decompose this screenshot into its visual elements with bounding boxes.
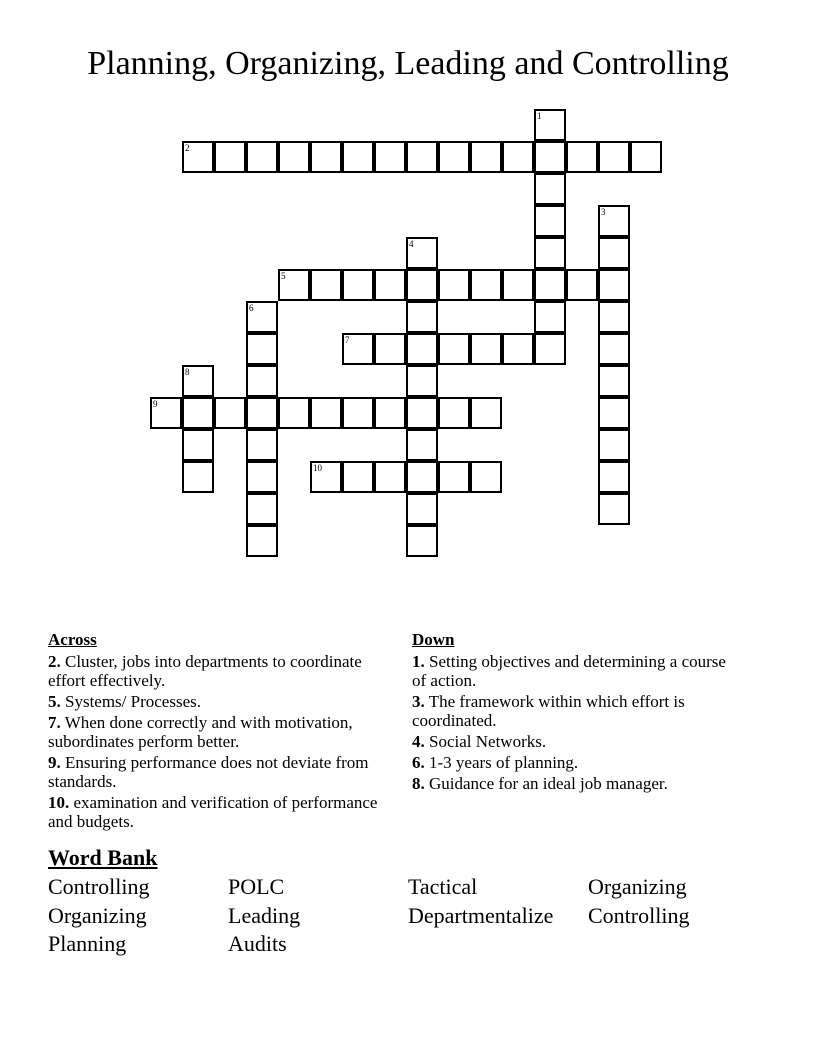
clue-number: 4 [409,239,414,249]
clue-text: Setting objectives and determining a course of action. [412,652,726,690]
grid-cell[interactable] [470,397,502,429]
grid-cell[interactable] [630,141,662,173]
grid-cell[interactable] [598,397,630,429]
clue-number: 8 [185,367,190,377]
clue-number: 6 [249,303,254,313]
grid-cell[interactable] [342,461,374,493]
grid-cell[interactable] [534,269,566,301]
clue-number: 3 [601,207,606,217]
clue-number: 2. [48,652,61,671]
clue-number: 10. [48,793,70,812]
grid-cell[interactable] [310,269,342,301]
grid-cell[interactable] [278,141,310,173]
grid-cell[interactable] [342,141,374,173]
clue-number: 3. [412,692,425,711]
grid-cell[interactable] [502,141,534,173]
grid-cell[interactable] [598,237,630,269]
grid-cell[interactable] [470,269,502,301]
grid-cell[interactable] [246,397,278,429]
grid-cell[interactable] [534,237,566,269]
across-clues [48,630,388,833]
grid-cell[interactable] [342,269,374,301]
word-bank-word: Tactical [408,874,478,899]
grid-cell[interactable] [150,397,182,429]
grid-cell[interactable] [406,461,438,493]
grid-cell[interactable] [534,205,566,237]
grid-cell[interactable] [342,333,374,365]
clue-text: Ensuring performance does not deviate from standards. [48,753,369,791]
grid-cell[interactable] [438,269,470,301]
grid-cell[interactable] [406,301,438,333]
clue-number: 1 [537,111,542,121]
grid-cell[interactable] [598,429,630,461]
down-clue [412,692,732,730]
grid-cell[interactable] [566,269,598,301]
grid-cell[interactable] [470,141,502,173]
clue-number: 5 [281,271,286,281]
grid-cell[interactable] [534,301,566,333]
grid-cell[interactable] [246,525,278,557]
grid-cell[interactable] [214,397,246,429]
word-bank-word: Organizing [588,874,687,899]
grid-cell[interactable] [182,461,214,493]
down-clue [412,774,732,793]
down-clue [412,732,732,751]
grid-cell[interactable] [598,365,630,397]
grid-cell[interactable] [246,365,278,397]
grid-cell[interactable] [534,109,566,141]
grid-cell[interactable] [246,333,278,365]
word-bank-word: POLC [228,874,285,899]
grid-cell[interactable] [246,429,278,461]
clue-number: 8. [412,774,425,793]
grid-cell[interactable] [406,269,438,301]
grid-cell[interactable] [278,269,310,301]
grid-cell[interactable] [406,237,438,269]
across-clue [48,692,388,711]
grid-cell[interactable] [406,141,438,173]
clue-number: 1. [412,652,425,671]
grid-cell[interactable] [374,333,406,365]
grid-cell[interactable] [438,461,470,493]
grid-cell[interactable] [598,461,630,493]
grid-cell[interactable] [182,365,214,397]
down-clue [412,753,732,772]
grid-cell[interactable] [374,141,406,173]
grid-cell[interactable] [278,397,310,429]
word-bank-word: Planning [48,931,127,956]
grid-cell[interactable] [406,429,438,461]
grid-cell[interactable] [598,269,630,301]
clue-number: 10 [313,463,322,473]
grid-cell[interactable] [310,141,342,173]
clue-number: 4. [412,732,425,751]
word-bank-word: Organizing [48,903,147,928]
grid-cell[interactable] [534,141,566,173]
down-heading: Down [412,630,455,649]
word-bank-word: Leading [228,903,301,928]
grid-cell[interactable] [182,429,214,461]
down-clues [412,630,732,795]
clue-text: Systems/ Processes. [65,692,201,711]
clue-number: 7 [345,335,350,345]
down-clue [412,652,732,690]
grid-cell[interactable] [470,461,502,493]
grid-cell[interactable] [438,141,470,173]
grid-cell[interactable] [406,365,438,397]
grid-cell[interactable] [566,141,598,173]
grid-cell[interactable] [502,269,534,301]
grid-cell[interactable] [534,173,566,205]
grid-cell[interactable] [246,301,278,333]
clue-number: 5. [48,692,61,711]
grid-cell[interactable] [470,333,502,365]
grid-cell[interactable] [438,333,470,365]
grid-cell[interactable] [406,525,438,557]
clue-text: Guidance for an ideal job manager. [429,774,668,793]
grid-cell[interactable] [310,397,342,429]
across-clue [48,793,388,831]
grid-cell[interactable] [246,141,278,173]
clue-text: 1-3 years of planning. [429,753,579,772]
clue-text: Cluster, jobs into departments to coordinate effort effectively. [48,652,362,690]
grid-cell[interactable] [406,493,438,525]
across-heading: Across [48,630,97,649]
grid-cell[interactable] [534,333,566,365]
grid-cell[interactable] [598,301,630,333]
clue-number: 9. [48,753,61,772]
grid-cell[interactable] [374,397,406,429]
grid-cell[interactable] [438,397,470,429]
grid-cell[interactable] [182,141,214,173]
puzzle-title: Planning, Organizing, Leading and Controlling [87,45,729,82]
grid-cell[interactable] [246,493,278,525]
grid-cell[interactable] [598,493,630,525]
grid-cell[interactable] [598,205,630,237]
grid-cell[interactable] [246,461,278,493]
clue-number: 6. [412,753,425,772]
word-bank-word: Departmentalize [408,903,554,928]
clue-number: 2 [185,143,190,153]
clue-text: The framework within which effort is coordinated. [412,692,685,730]
grid-cell[interactable] [214,141,246,173]
across-clue [48,713,388,751]
grid-cell[interactable] [374,461,406,493]
grid-cell[interactable] [182,397,214,429]
grid-cell[interactable] [406,397,438,429]
grid-cell[interactable] [598,333,630,365]
clue-text: examination and verification of performance and budgets. [48,793,378,831]
clue-text: Social Networks. [429,732,547,751]
word-bank-word: Controlling [588,903,690,928]
across-clue [48,753,388,791]
across-clue [48,652,388,690]
grid-cell[interactable] [374,269,406,301]
clue-number: 9 [153,399,158,409]
word-bank-word: Audits [228,931,287,956]
grid-cell[interactable] [406,333,438,365]
grid-cell[interactable] [598,141,630,173]
clue-number: 7. [48,713,61,732]
word-bank-title: Word Bank [48,845,158,870]
grid-cell[interactable] [310,461,342,493]
grid-cell[interactable] [342,397,374,429]
grid-cell[interactable] [502,333,534,365]
clue-text: When done correctly and with motivation, subordinates perform better. [48,713,353,751]
word-bank-word: Controlling [48,874,150,899]
